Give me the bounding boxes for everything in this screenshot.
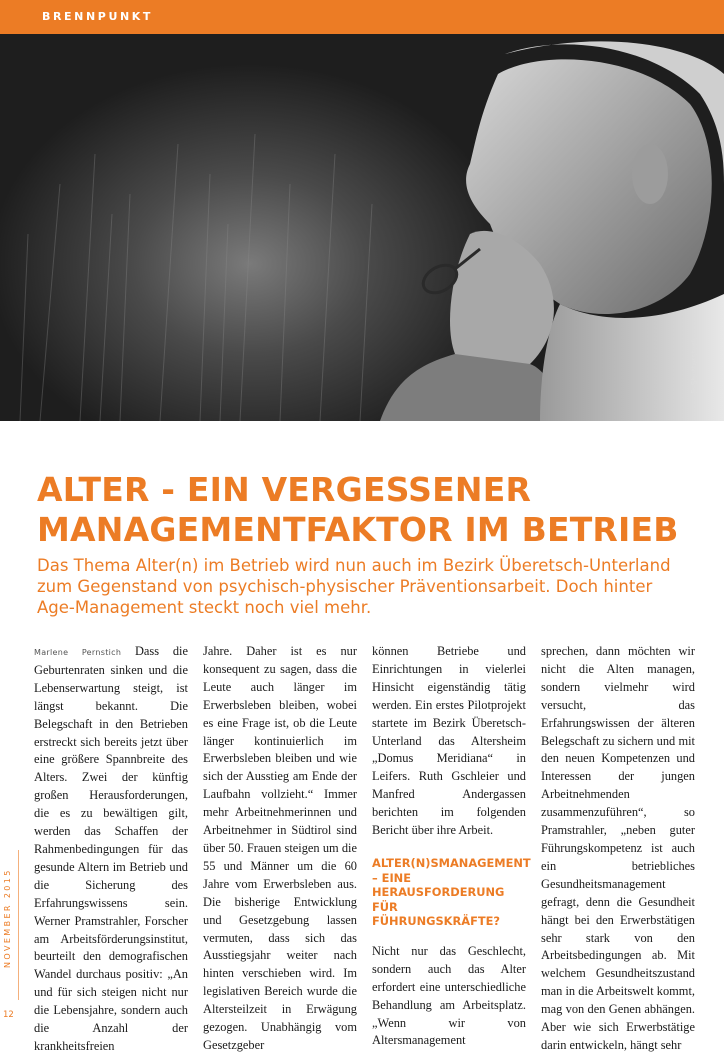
article-lead <box>37 555 697 618</box>
headline-line-1: ALTER - EIN VERGESSENER <box>37 470 532 509</box>
issue-date: NOVEMBER 2015 <box>3 868 12 968</box>
article-subheading: ALTER(N)SMANAGEMENT – EINE HERAUSFORDERUNG FÜR FÜHRUNGSKRÄFTE? <box>372 855 531 929</box>
headline-line-2: MANAGEMENTFAKTOR IM BETRIEB <box>37 510 679 549</box>
column-4-text: sprechen, dann möchten wir nicht die Alten managen, sondern vielmehr wird versucht, das Erfahrungswissen der älteren Belegschaft zu sichern und mit den neuen Kompetenzen und Interessen der jungen Arbeitnehmenden zusammenzuführen“, so Pramstrahler, „neben guter Führungskompetenz ist auch ein betriebliches Gesundheitsmanagement gefragt, denn die Gesundheit hängt bei den Erwerbstätigen sehr stark von den Arbeitsbedingungen ab. Mit welchem Gesundheitszustand man in die Arbeitswelt kommt, mag von den Genen abhängen. Aber wie sich Erwerbstätige darin entwickeln, hängt sehr <box>541 644 695 1052</box>
article-headline <box>37 470 697 550</box>
hero-photo <box>0 34 724 421</box>
author-byline: Marlene Pernstich <box>34 648 122 657</box>
lead-line-1: Das Thema Alter(n) im Betrieb wird nun auch im Bezirk Überetsch-Unterland <box>37 556 671 575</box>
section-rubric: BRENNPUNKT <box>42 10 154 23</box>
page-number: 12 <box>3 1010 14 1020</box>
sidebar-divider <box>18 850 19 1000</box>
text-column-4 <box>541 643 695 1055</box>
photo-credit: F: Shutterstock <box>690 337 699 394</box>
top-bar <box>0 0 724 34</box>
column-1-text: Dass die Geburtenraten sinken und die Lebenserwartung steigt, ist längst bekannt. Die Belegschaft in den Betrieben erstreckt sich bereits jetzt über eine größere Spannbreite des Alters. Zwei der künftig großen Herausforderungen, die es zu bewältigen gilt, werden das Schaffen der Rahmenbedingungen für das gesunde Altern im Betrieb und die Sicherung des Erfahrungswissens sein. Werner Pramstrahler, Forscher am Arbeitsförderungsinstitut, beurteilt den demografischen Wandel durchaus positiv: „An und für sich steigen nicht nur die Lebensjahre, sondern auch die Anzahl der krankheitsfreien <box>34 644 188 1053</box>
text-column-1 <box>34 643 188 1056</box>
text-column-3 <box>372 643 531 1050</box>
lead-line-2: zum Gegenstand von psychisch-physischer Präventionsarbeit. Doch hinter <box>37 577 653 596</box>
column-3-text-top: können Betriebe und Einrichtungen in vielerlei Hinsicht eigenständig tätig werden. Ein erstes Pilotprojekt startete im Bezirk Überetsch-Unterland das Altersheim „Domus Meridiana“ in Leifers. Ruth Gschleier und Manfred Andergassen berichten im folgenden Bericht über ihre Arbeit. <box>372 644 526 838</box>
column-2-text: Jahre. Daher ist es nur konsequent zu sagen, dass die Leute auch länger im Erwerbsleben bleiben, wobei es eine Frage ist, ob die Leute länger kontinuierlich im Erwerbsleben bleiben und wie sich der Ausstieg am Ende der Laufbahn vollzieht.“ Immer mehr Arbeitnehmerinnen und Arbeitnehmer in Südtirol sind über 50. Frauen steigen um die 55 und Männer um die 60 Jahre vom Erwerbsleben aus. Die bisherige Entwicklung und Gesetzgebung lassen vermuten, dass sich das Ausstiegsjahr weiter nach hinten verschieben wird. Im legislativen Bereich wurde die Altersteilzeit in Erwägung gezogen. Unabhängig vom Gesetzgeber <box>203 644 357 1052</box>
elderly-man-photo-illustration <box>0 34 724 421</box>
text-column-2 <box>203 643 357 1055</box>
lead-line-3: Age-Management steckt noch viel mehr. <box>37 598 372 617</box>
column-3-text-bottom: Nicht nur das Geschlecht, sondern auch das Alter erfordert eine unterschiedliche Behandlung am Arbeitsplatz. „Wenn wir von Altersmanagement <box>372 943 526 1048</box>
